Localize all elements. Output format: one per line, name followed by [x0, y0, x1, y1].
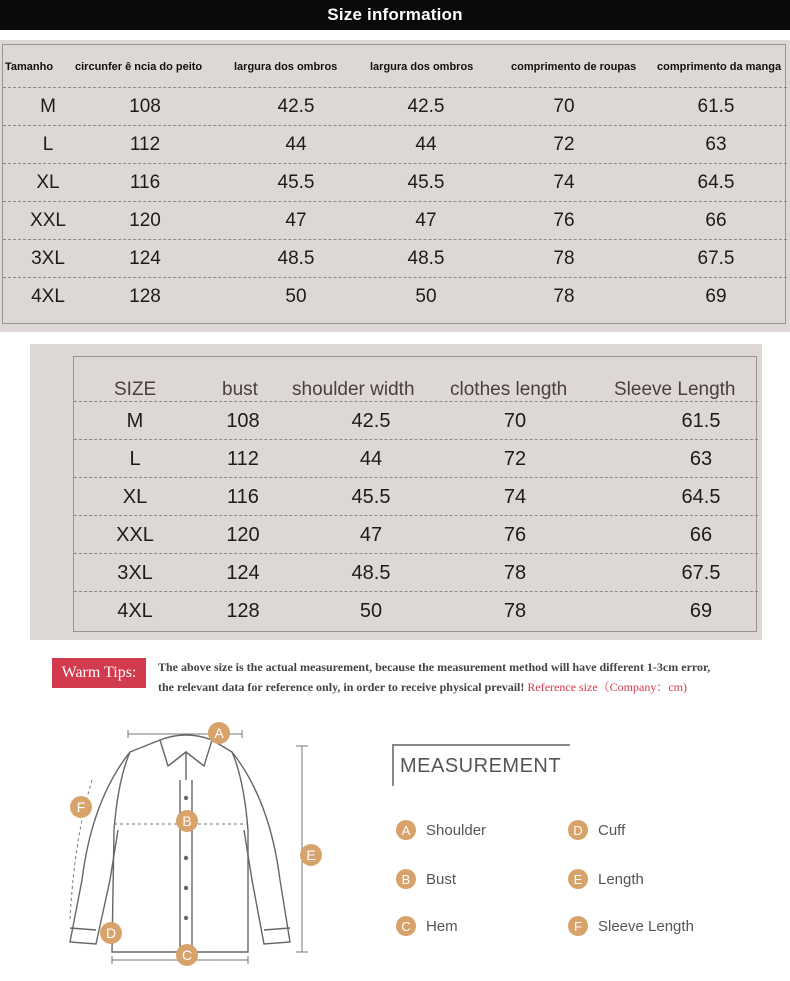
cell: 128 — [129, 286, 161, 307]
table-row — [3, 277, 787, 315]
measurement-title: MEASUREMENT — [392, 744, 570, 786]
legend-label: Shoulder — [426, 821, 487, 839]
table-row — [3, 87, 787, 125]
size-info-banner — [0, 0, 790, 30]
legend-item-shoulder — [396, 820, 486, 840]
cell: 47 — [359, 524, 383, 546]
cell: 63 — [689, 448, 713, 470]
header-cell: largura dos ombros — [234, 61, 338, 73]
cell: 78 — [553, 248, 575, 269]
table-row — [74, 477, 758, 515]
cell: 45.5 — [407, 172, 445, 193]
table-row — [3, 163, 787, 201]
cell: 44 — [415, 134, 437, 155]
cell: 42.5 — [407, 96, 445, 117]
cell: 61.5 — [697, 96, 735, 117]
header-cell: bust — [222, 379, 258, 400]
table-row — [74, 401, 758, 439]
cell: 44 — [285, 134, 307, 155]
cell: 116 — [227, 486, 259, 508]
legend-item-sleeve-length — [568, 916, 694, 936]
table-header — [3, 45, 787, 87]
cell: 42.5 — [351, 410, 391, 432]
cell: 63 — [705, 134, 727, 155]
banner-title: Size information — [327, 5, 463, 24]
legend-letter-a: A — [396, 820, 416, 840]
header-cell: largura dos ombros — [370, 61, 474, 73]
legend-item-bust — [396, 869, 456, 889]
table-row — [3, 201, 787, 239]
cell: 50 — [359, 600, 383, 622]
legend-item-hem — [396, 916, 458, 936]
cell: 76 — [503, 524, 527, 546]
cell: 50 — [415, 286, 437, 307]
header-cell: SIZE — [114, 379, 157, 400]
header-cell: comprimento de roupas — [511, 61, 637, 73]
header-cell: shoulder width — [292, 379, 415, 400]
cell: 116 — [129, 172, 161, 193]
marker-e: E — [300, 844, 322, 866]
marker-d: D — [100, 922, 122, 944]
cell: XXL — [116, 524, 154, 546]
marker-f: F — [70, 796, 92, 818]
legend-item-cuff — [568, 820, 625, 840]
cell: 70 — [503, 410, 527, 432]
cell: 3XL — [31, 248, 65, 269]
legend-letter-d: D — [568, 820, 588, 840]
legend-label: Bust — [426, 870, 457, 888]
cell: 76 — [553, 210, 575, 231]
cell: 78 — [503, 562, 527, 584]
table-frame — [73, 356, 757, 632]
cell: 64.5 — [681, 486, 721, 508]
table-row — [3, 239, 787, 277]
cell: 108 — [226, 410, 260, 432]
cell: 47 — [415, 210, 437, 231]
cell: 48.5 — [351, 562, 391, 584]
legend-item-length — [568, 869, 644, 889]
size-table-english — [30, 344, 762, 640]
cell: L — [42, 134, 54, 155]
cell: M — [40, 96, 56, 117]
cell: XL — [122, 486, 148, 508]
cell: 4XL — [117, 600, 153, 622]
legend-letter-e: E — [568, 869, 588, 889]
legend-letter-c: C — [396, 916, 416, 936]
marker-b: B — [176, 810, 198, 832]
header-cell: Sleeve Length — [614, 379, 736, 400]
cell: 112 — [129, 134, 161, 155]
cell: 4XL — [31, 286, 65, 307]
table-frame — [2, 44, 786, 324]
legend-letter-f: F — [568, 916, 588, 936]
warm-tips-badge: Warm Tips: — [52, 658, 146, 688]
header-cell: circunfer ê ncia do peito — [75, 61, 203, 73]
table-row — [3, 125, 787, 163]
cell: 120 — [129, 210, 161, 231]
cell: 42.5 — [277, 96, 315, 117]
table-row — [74, 553, 758, 591]
cell: 124 — [226, 562, 260, 584]
cell: 67.5 — [681, 562, 721, 584]
cell: 50 — [285, 286, 307, 307]
cell: XXL — [30, 210, 66, 231]
cell: 78 — [553, 286, 575, 307]
header-cell: clothes length — [450, 379, 568, 400]
cell: 66 — [705, 210, 727, 231]
table-row — [74, 591, 758, 629]
table-row — [74, 515, 758, 553]
legend-label: Length — [598, 870, 644, 888]
cell: 74 — [553, 172, 575, 193]
cell: 45.5 — [351, 486, 391, 508]
cell: 74 — [503, 486, 527, 508]
cell: L — [129, 448, 141, 470]
cell: 108 — [129, 96, 161, 117]
legend-label: Cuff — [598, 821, 626, 839]
cell: 44 — [359, 448, 383, 470]
cell: 45.5 — [277, 172, 315, 193]
header-cell: comprimento da manga — [657, 61, 782, 73]
cell: 72 — [503, 448, 527, 470]
marker-c: C — [176, 944, 198, 966]
cell: 64.5 — [697, 172, 735, 193]
header-cell: Tamanho — [5, 61, 54, 73]
cell: 61.5 — [681, 410, 721, 432]
cell: 112 — [227, 448, 259, 470]
cell: 69 — [689, 600, 713, 622]
legend-label: Sleeve Length — [598, 917, 694, 935]
cell: XL — [36, 172, 60, 193]
cell: 3XL — [117, 562, 153, 584]
marker-a: A — [208, 722, 230, 744]
size-table-portuguese — [0, 40, 790, 332]
cell: 48.5 — [277, 248, 315, 269]
reference-size-note: Reference size（Company：cm) — [527, 680, 687, 694]
cell: 69 — [705, 286, 727, 307]
tips-text-line2-body: the relevant data for reference only, in order to receive physical prevail! — [158, 680, 525, 694]
cell: 66 — [689, 524, 713, 546]
cell: 128 — [226, 600, 260, 622]
cell: 120 — [226, 524, 260, 546]
legend-label: Hem — [426, 917, 458, 935]
cell: 67.5 — [697, 248, 735, 269]
table-row — [74, 439, 758, 477]
legend-letter-b: B — [396, 869, 416, 889]
cell: 48.5 — [407, 248, 445, 269]
tips-text-line2 — [158, 678, 687, 695]
cell: 72 — [553, 134, 575, 155]
cell: M — [126, 410, 144, 432]
cell: 47 — [285, 210, 307, 231]
shirt-measurement-diagram — [52, 720, 352, 970]
cell: 78 — [503, 600, 527, 622]
cell: 70 — [553, 96, 575, 117]
tips-text-line1: The above size is the actual measurement, because the measurement method will have different 1-3cm error, — [158, 660, 711, 674]
cell: 124 — [129, 248, 161, 269]
